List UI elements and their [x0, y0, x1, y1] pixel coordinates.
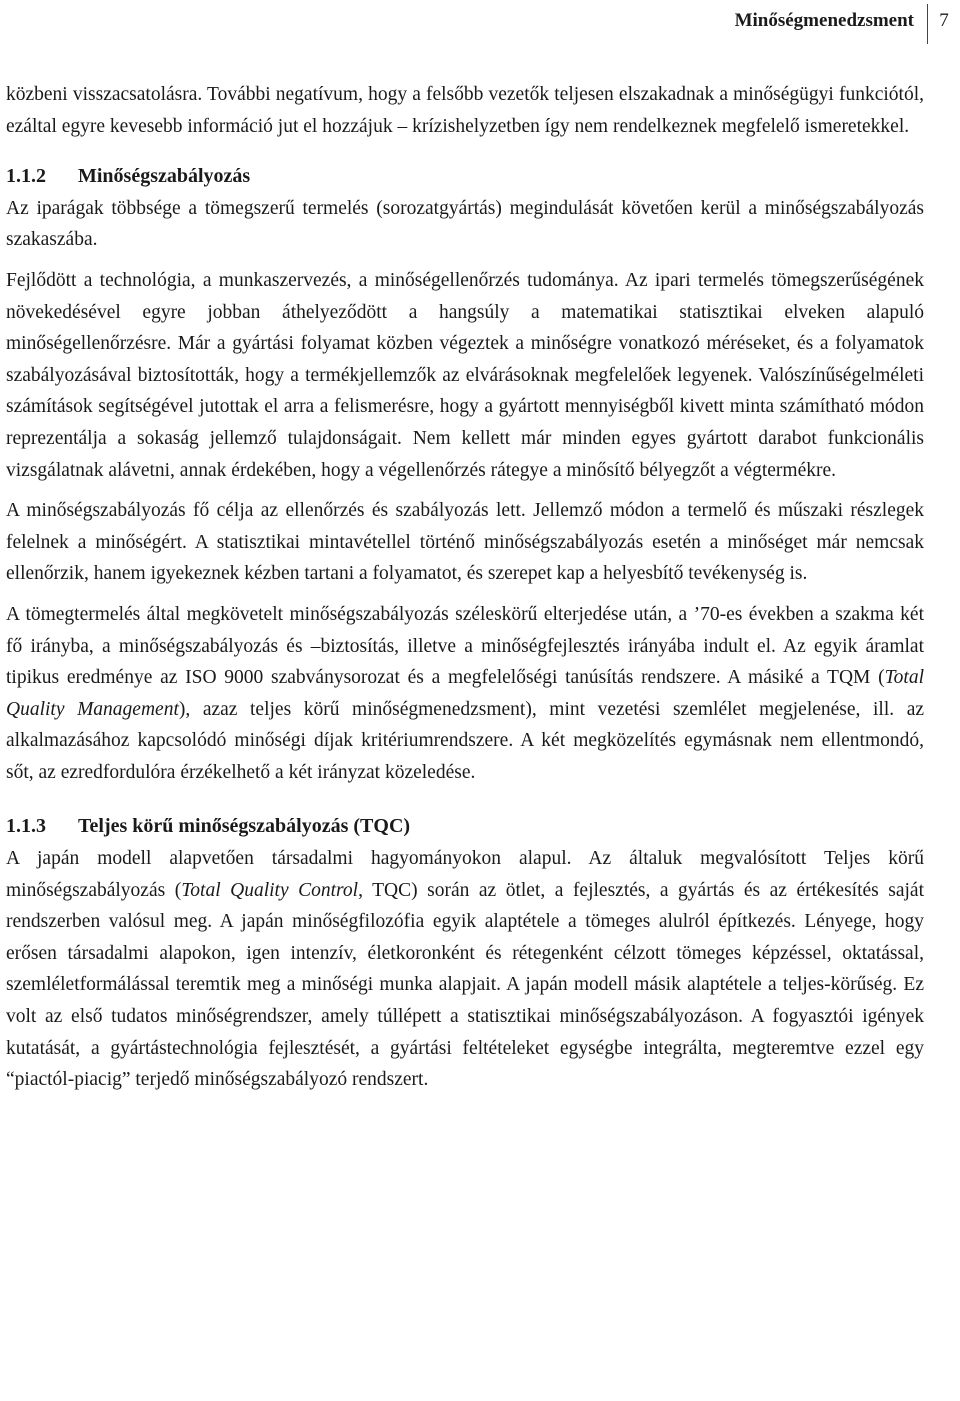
section-title: Minőségszabályozás: [78, 165, 251, 188]
running-header: [540, 4, 960, 38]
italic-term: Total Quality Control: [181, 879, 359, 901]
page-number: 7: [939, 10, 949, 31]
section-number: 1.1.2: [6, 165, 46, 188]
italic-term: Total Quality Management: [6, 667, 924, 720]
paragraph: [6, 843, 924, 1096]
running-header-title: Minőségmenedzsment: [734, 10, 914, 31]
paragraph-text: , TQC) során az ötlet, a fejlesztés, a gyártás és az értékesítés saját rendszerben valósul meg. A japán minőségfilozófia egyik alaptétele a tömeges alulról építkezés. Lényege, hogy erősen társadalmi alapokon, igen intenzív, életkoronként és rétegenként célzott tömeges képzéssel, oktatással, szemléletformálással teremtik meg a minőségi munka alapjait. A japán modell másik alaptétele a teljes-körűség. Ez volt az első tudatos minőségrendszer, amely túllépett a statisztikai minőségszabályozáson. A fogyasztói igények kutatását, a gyártástechnológia fejlesztését, a gyártási feltételeket egységbe integrálta, megteremtve ezzel egy “piactól-piacig” terjedő minőségszabályozó rendszert.: [6, 879, 924, 1091]
body-text: [6, 79, 924, 1096]
section-title: Teljes körű minőségszabályozás (TQC): [78, 815, 411, 838]
paragraph-text: A japán modell alapvetően társadalmi hagyományokon alapul. Az általuk megvalósított Teljes körű minőségszabályozás (: [6, 848, 924, 901]
section-heading-1-1-2: [6, 161, 924, 193]
section-number: 1.1.3: [6, 815, 46, 838]
paragraph: A minőségszabályozás fő célja az ellenőrzés és szabályozás lett. Jellemző módon a termelő és műszaki részlegek felelnek a minőségért. A statisztikai mintavétellel történő minőségszabályozás esetén a minőséget már nemcsak ellenőrzik, hanem igyekeznek kézben tartani a folyamatot, és szerepet kap a helyesbítő tevékenység is.: [6, 500, 924, 585]
header-divider: [927, 4, 928, 44]
paragraph: [6, 599, 924, 789]
section-heading-1-1-3: [6, 811, 924, 843]
paragraph: Fejlődött a technológia, a munkaszervezés, a minőségellenőrzés tudománya. Az ipari termelés tömegszerűségének növekedésével egyre jobban áthelyeződött a hangsúly a matematikai statisztikai elveken alapuló minőségellenőrzésre. Már a gyártási folyamat közben végeztek a minőségre vonatkozó méréseket, és a folyamatok szabályozásával biztosították, hogy a termékjellemzők az elvárásoknak megfelelőek legyenek. Valószínűségelméleti számítások segítségével jutottak el arra a felismerésre, hogy a gyártott mennyiségből kivett minta számítható módon reprezentálja a sokaság jellemző tulajdonságait. Nem kellett már minden egyes gyártott darabot funkcionális vizsgálatnak alávetni, annak érdekében, hogy a végellenőrzés rátegye a minősítő bélyegzőt a végtermékre.: [6, 269, 924, 481]
paragraph-text: A tömegtermelés által megkövetelt minőségszabályozás széleskörű elterjedése után, a ’70-es években a szakma két fő irányba, a minőségszabályozás és –biztosítás, illetve a minőségfejlesztés irányába indult el. Az egyik áramlat tipikus eredménye az ISO 9000 szabványsorozat és a megfelelőségi tanúsítás rendszere. A másiké a TQM (: [6, 603, 924, 689]
paragraph-text: ), azaz teljes körű minőségmenedzsment), mint vezetési szemlélet megjelenése, ill. az alkalmazásához kapcsolódó minőségi díjak kritériumrendszere. A két megközelítés egymásnak nem ellentmondó, sőt, az ezredfordulóra érzékelhető a két irányzat közeledése.: [6, 698, 925, 783]
paragraph-intro: közbeni visszacsatolásra. További negatívum, hogy a felsőbb vezetők teljesen elszakadnak a minőségügyi funkciótól, ezáltal egyre kevesebb információ jut el hozzájuk – krízishelyzetben így nem rendelkeznek megfelelő ismeretekkel.: [6, 84, 924, 137]
paragraph: Az iparágak többsége a tömegszerű termelés (sorozatgyártás) megindulását követően kerül a minőségszabályozás szakaszába.: [6, 197, 924, 251]
